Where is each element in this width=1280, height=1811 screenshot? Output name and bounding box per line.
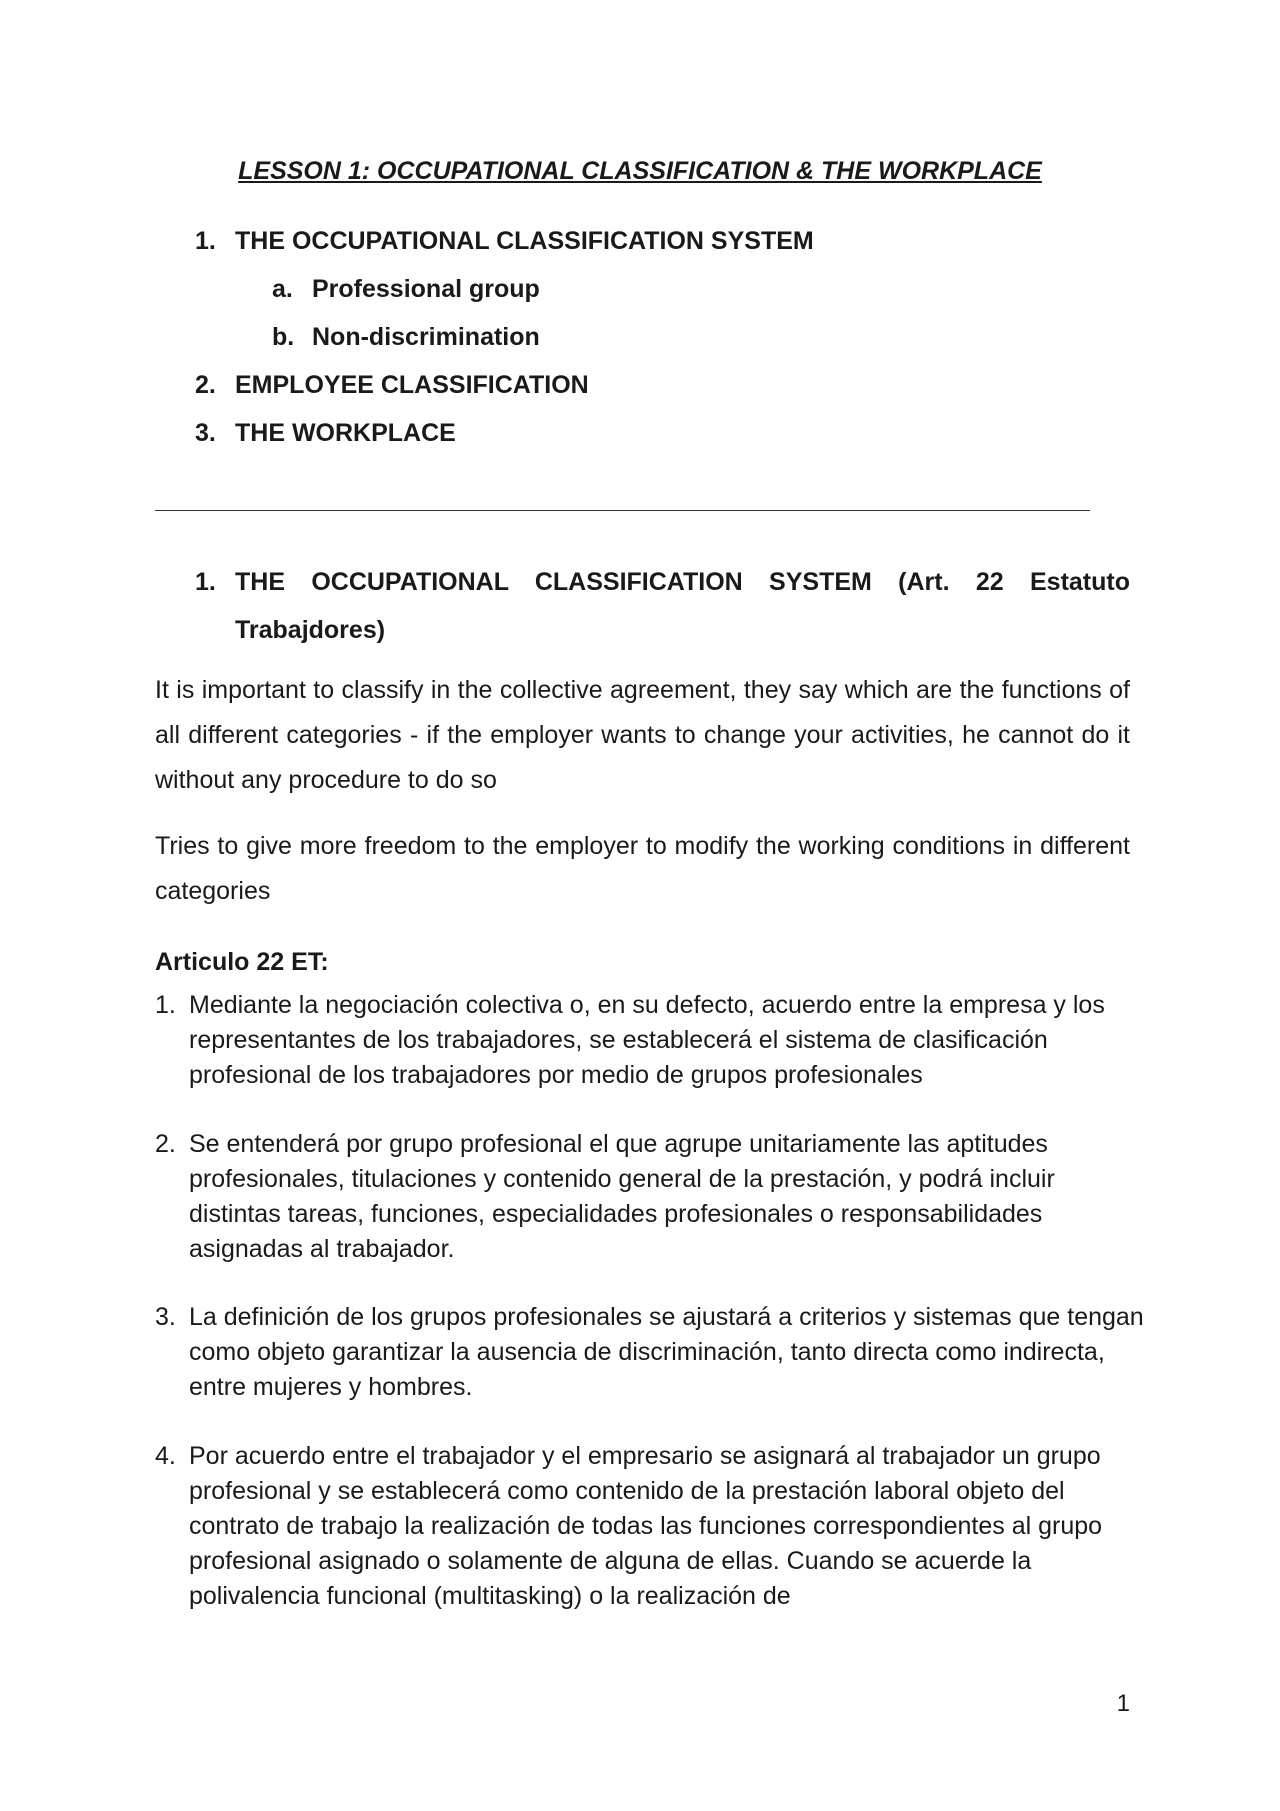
section-heading-line1: THE OCCUPATIONAL CLASSIFICATION SYSTEM (Art. 22 Estatuto	[235, 568, 1130, 596]
toc-subitem-b	[272, 323, 540, 352]
section-divider	[155, 510, 1090, 511]
toc-label: Professional group	[312, 275, 540, 303]
toc-item-3	[195, 419, 456, 448]
toc-label: THE OCCUPATIONAL CLASSIFICATION SYSTEM	[235, 227, 814, 255]
article-item-number: 2.	[155, 1130, 176, 1158]
toc-number: b.	[272, 323, 295, 351]
toc-label: EMPLOYEE CLASSIFICATION	[235, 371, 589, 399]
article-item-number: 1.	[155, 991, 176, 1019]
toc-number: 3.	[195, 419, 216, 447]
article-item-text: La definición de los grupos profesionales se ajustará a criterios y sistemas que tengan como objeto garantizar la ausencia de discriminación, tanto directa como indirecta, entre mujeres y hombres.	[189, 1303, 1144, 1401]
page-number: 1	[1116, 1690, 1130, 1717]
article-item-3	[155, 1300, 1145, 1405]
section-heading	[195, 558, 1130, 654]
toc-number: 2.	[195, 371, 216, 399]
article-item-text: Mediante la negociación colectiva o, en su defecto, acuerdo entre la empresa y los representantes de los trabajadores, se establecerá el sistema de clasificación profesional de los trabajadores por medio de grupos profesionales	[189, 991, 1105, 1089]
article-item-text: Por acuerdo entre el trabajador y el empresario se asignará al trabajador un grupo profesional y se establecerá como contenido de la prestación laboral objeto del contrato de trabajo la realización de todas las funciones correspondientes al grupo profesional asignado o solamente de alguna de ellas. Cuando se acuerde la polivalencia funcional (multitasking) o la realización de	[189, 1442, 1103, 1610]
toc-item-2	[195, 371, 589, 400]
paragraph: Tries to give more freedom to the employer to modify the working conditions in different categories	[155, 832, 1130, 905]
article-item-4	[155, 1439, 1145, 1614]
article-item-text: Se entenderá por grupo profesional el que agrupe unitariamente las aptitudes profesionales, titulaciones y contenido general de la prestación, y podrá incluir distintas tareas, funciones, especialidades profesionales o responsabilidades asignadas al trabajador.	[189, 1130, 1055, 1263]
toc-label: THE WORKPLACE	[235, 419, 456, 447]
paragraph: It is important to classify in the collective agreement, they say which are the functions of all different categories - if the employer wants to change your activities, he cannot do it without any procedure to do so	[155, 676, 1130, 794]
toc-label: Non-discrimination	[312, 323, 540, 351]
article-item-number: 4.	[155, 1442, 176, 1470]
toc-item-1	[195, 227, 814, 256]
article-item-1	[155, 988, 1145, 1093]
article-heading: Articulo 22 ET:	[155, 948, 329, 976]
article-item-number: 3.	[155, 1303, 176, 1331]
toc-subitem-a	[272, 275, 540, 304]
article-item-2	[155, 1127, 1145, 1267]
section-number: 1.	[195, 568, 216, 596]
toc-number: a.	[272, 275, 293, 303]
toc-number: 1.	[195, 227, 216, 255]
section-heading-line2: Trabajdores)	[235, 616, 386, 644]
page-title: LESSON 1: OCCUPATIONAL CLASSIFICATION & THE WORKPLACE	[238, 157, 1042, 185]
